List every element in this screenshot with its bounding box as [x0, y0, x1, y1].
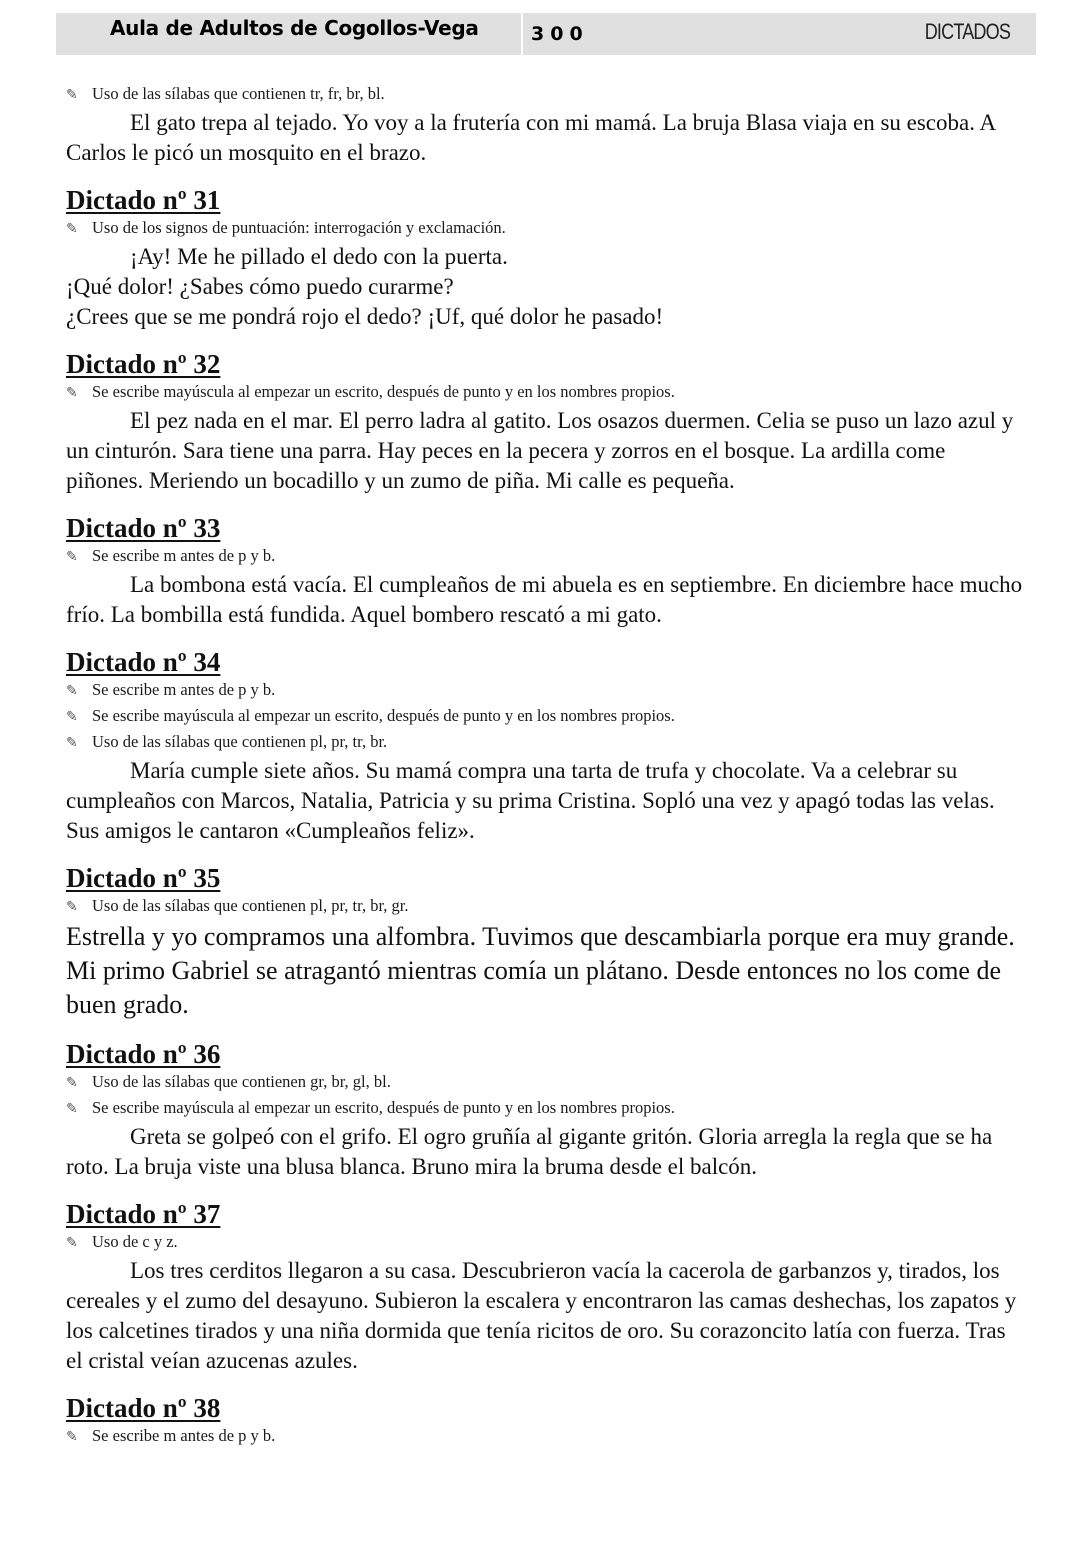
dictation-title: Dictado nº 37 [66, 1199, 221, 1229]
dictation-title: Dictado nº 33 [66, 513, 221, 543]
pencil-icon: ✎ [66, 1236, 78, 1251]
dictation-34 [66, 646, 1026, 846]
note-text: Se escribe m antes de p y b. [92, 546, 276, 565]
note-line [66, 730, 1026, 756]
text-line: ¡Qué dolor! ¿Sabes cómo puedo curarme? [66, 274, 454, 299]
line-text: ¡Ay! Me he pillado el dedo con la puerta. [130, 244, 508, 269]
pencil-icon: ✎ [66, 550, 78, 565]
intro-block [66, 82, 1026, 168]
paragraph [66, 1256, 1026, 1376]
note-text: Uso de las sílabas que contienen tr, fr, br, bl. [92, 84, 385, 103]
note-line [66, 1096, 1026, 1122]
document-body [66, 82, 1026, 1450]
note-text: Se escribe m antes de p y b. [92, 680, 276, 699]
paragraph [66, 756, 1026, 846]
dictation-31 [66, 184, 1026, 332]
note-line [66, 82, 1026, 108]
note-line [66, 1230, 1026, 1256]
paragraph-text: Greta se golpeó con el grifo. El ogro gruñía al gigante gritón. Gloria arregla la regla que se ha roto. La bruja viste una blusa blanca. Bruno mira la bruma desde el balcón. [66, 1124, 993, 1179]
paragraph [66, 242, 1026, 332]
paragraph-text: El pez nada en el mar. El perro ladra al gatito. Los osazos duermen. Celia se puso un lazo azul y un cinturón. Sara tiene una parra. Hay peces en la pecera y zorros en el bosque. La ardilla come piñones. Meriendo un bocadillo y un zumo de piña. Mi calle es pequeña. [66, 408, 1014, 493]
note-line [66, 1424, 1026, 1450]
paragraph [66, 406, 1026, 496]
note-line [66, 216, 1026, 242]
page-number: 300 [531, 23, 589, 45]
paragraph [66, 108, 1026, 168]
paragraph-text: El gato trepa al tejado. Yo voy a la frutería con mi mamá. La bruja Blasa viaja en su escoba. A Carlos le picó un mosquito en el brazo. [66, 110, 995, 165]
paragraph-text: María cumple siete años. Su mamá compra una tarta de trufa y chocolate. Va a celebrar su cumpleaños con Marcos, Natalia, Patricia y su prima Cristina. Sopló una vez y apagó todas las velas. Sus amigos le cantaron «Cumpleaños feliz». [66, 758, 995, 843]
dictation-title: Dictado nº 36 [66, 1039, 221, 1069]
note-text: Se escribe mayúscula al empezar un escrito, después de punto y en los nombres propios. [92, 382, 675, 401]
note-text: Uso de las sílabas que contienen pl, pr, tr, br. [92, 732, 388, 751]
text-line: ¿Crees que se me pondrá rojo el dedo? ¡Uf, qué dolor he pasado! [66, 304, 664, 329]
note-text: Se escribe mayúscula al empezar un escrito, después de punto y en los nombres propios. [92, 1098, 675, 1117]
dictation-title: Dictado nº 31 [66, 185, 221, 215]
paragraph-text: Los tres cerditos llegaron a su casa. Descubrieron vacía la cacerola de garbanzos y, tirados, los cereales y el zumo del desayuno. Subieron la escalera y encontraron las camas deshechas, los zapatos y los calcetines tirados y una niña dormida que tenía ricitos de oro. Su corazoncito latía con fuerza. Tras el cristal veían azucenas azules. [66, 1258, 1017, 1373]
pencil-icon: ✎ [66, 88, 78, 103]
dictation-32 [66, 348, 1026, 496]
page-header [56, 13, 1036, 55]
dictation-title: Dictado nº 38 [66, 1393, 221, 1423]
pencil-icon: ✎ [66, 1430, 78, 1445]
pencil-icon: ✎ [66, 736, 78, 751]
pencil-icon: ✎ [66, 1102, 78, 1117]
paragraph [66, 570, 1026, 630]
pencil-icon: ✎ [66, 386, 78, 401]
paragraph: Estrella y yo compramos una alfombra. Tuvimos que descambiarla porque era muy grande. Mi primo Gabriel se atragantó mientras comía un plátano. Desde entonces no los come de buen grado. [66, 922, 1015, 1019]
dictation-38 [66, 1392, 1026, 1450]
note-line [66, 894, 1026, 920]
pencil-icon: ✎ [66, 684, 78, 699]
note-line [66, 678, 1026, 704]
header-divider [521, 13, 523, 55]
paragraph [66, 1122, 1026, 1182]
dictation-title: Dictado nº 34 [66, 647, 221, 677]
note-text: Uso de las sílabas que contienen gr, br, gl, bl. [92, 1072, 391, 1091]
note-line [66, 544, 1026, 570]
pencil-icon: ✎ [66, 1076, 78, 1091]
note-line [66, 380, 1026, 406]
dictation-title: Dictado nº 32 [66, 349, 221, 379]
school-name: Aula de Adultos de Cogollos-Vega [110, 16, 479, 40]
pencil-icon: ✎ [66, 900, 78, 915]
note-text: Uso de los signos de puntuación: interrogación y exclamación. [92, 218, 506, 237]
dictation-36 [66, 1038, 1026, 1182]
pencil-icon: ✎ [66, 710, 78, 725]
section-title: DICTADOS [924, 19, 1010, 44]
note-text: Se escribe mayúscula al empezar un escrito, después de punto y en los nombres propios. [92, 706, 675, 725]
dictation-37 [66, 1198, 1026, 1376]
note-line [66, 704, 1026, 730]
paragraph-text: La bombona está vacía. El cumpleaños de mi abuela es en septiembre. En diciembre hace mucho frío. La bombilla está fundida. Aquel bombero rescató a mi gato. [66, 572, 1023, 627]
dictation-35 [66, 862, 1026, 1022]
note-line [66, 1070, 1026, 1096]
dictation-33 [66, 512, 1026, 630]
text-line [66, 242, 1026, 272]
dictation-title: Dictado nº 35 [66, 863, 221, 893]
pencil-icon: ✎ [66, 222, 78, 237]
note-text: Se escribe m antes de p y b. [92, 1426, 276, 1445]
note-text: Uso de las sílabas que contienen pl, pr, tr, br, gr. [92, 896, 409, 915]
note-text: Uso de c y z. [92, 1232, 178, 1251]
